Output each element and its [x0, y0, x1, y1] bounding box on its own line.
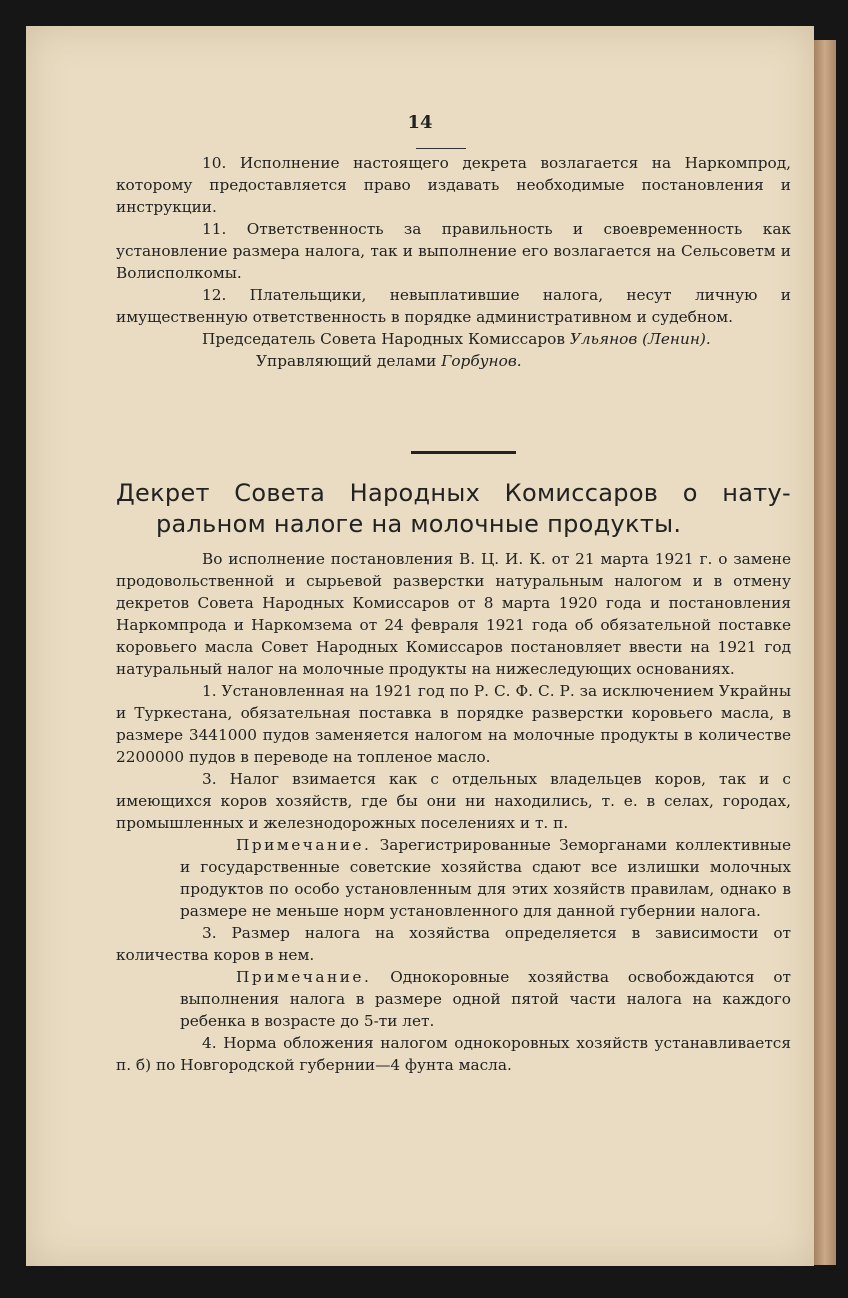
note-2-text: Однокоровные хозяйства освобождаются от выполнения налога в размере одной пятой части налога на каждого ребенка в возрасте до 5-ти лет.: [180, 968, 791, 1030]
paragraph-11: 11. Ответственность за правильность и своевременность как установление размера налога, так и выполнение его возлагается на Сельсоветм и Волисполкомы.: [116, 220, 791, 282]
note-1-label: Примечание.: [236, 836, 372, 854]
note-1-text: Зарегистрированные Земорганами коллективные и государственные советские хозяйства сдают все излишки молочных продуктов по особо установленным для этих хозяйств правилам, однако в размере не меньше норм установленного для данной губернии налога.: [180, 836, 791, 920]
decree-point-1: 1. Установленная на 1921 год по Р. С. Ф. С. Р. за исключением Украйны и Туркестана, обязательная поставка в порядке разверстки коровьего масла, в размере 3441000 пудов заменяется налогом на молочные продукты в количестве 2200000 пудов в переводе на топленое масло.: [116, 682, 791, 766]
book-page: [26, 26, 814, 1266]
decree-point-3: 3. Налог взимается как с отдельных владельцев коров, так и с имеющихся коров хозяйств, где бы они ни находились, т. е. в селах, городах, промышленных и железнодорожных поселениях и т. п.: [116, 770, 791, 832]
decree-point-size: 3. Размер налога на хозяйства определяется в зависимости от количества коров в нем.: [116, 924, 791, 964]
note-1: [116, 834, 791, 922]
page-number: 14: [407, 112, 433, 133]
decree-heading: [116, 478, 791, 540]
page-number-rule: [416, 148, 466, 149]
chair-name: Ульянов (Ленин).: [569, 330, 711, 348]
top-section: [116, 152, 791, 372]
chair-signature: [116, 328, 791, 350]
section-divider: [411, 451, 516, 454]
note-2: [116, 966, 791, 1032]
heading-line-2: ральном налоге на молочные продукты.: [156, 510, 682, 538]
heading-line-1: Декрет Совета Народных Комиссаров о нату-: [116, 479, 791, 507]
decree-body: [116, 548, 791, 1076]
decree-preamble: Во исполнение постановления В. Ц. И. К. от 21 марта 1921 г. о замене продовольственной и сырьевой разверстки натуральным налогом и в отмену декретов Совета Народных Комиссаров от 8 марта 1920 года и постановления Наркомпрода и Наркомзема от 24 февраля 1921 года об обязательной поставке коровьего масла Совет Народных Комиссаров постановляет ввести на 1921 год натуральный налог на молочные продукты на нижеследующих основаниях.: [116, 550, 791, 678]
chair-title: Председатель Совета Народных Комиссаров: [202, 330, 565, 348]
decree-point-4: 4. Норма обложения налогом однокоровных хозяйств устанавливается п. б) по Новгородской губернии—4 фунта масла.: [116, 1034, 791, 1074]
paragraph-10: 10. Исполнение настоящего декрета возлагается на Наркомпрод, которому предоставляется право издавать необходимые постановления и инструкции.: [116, 154, 791, 216]
note-2-label: Примечание.: [236, 968, 372, 986]
manager-name: Горбунов.: [441, 352, 522, 370]
paragraph-12: 12. Плательщики, невыплатившие налога, несут личную и имущественную ответственность в порядке административном и судебном.: [116, 286, 791, 326]
manager-signature: [116, 350, 791, 372]
manager-title: Управляющий делами: [256, 352, 437, 370]
